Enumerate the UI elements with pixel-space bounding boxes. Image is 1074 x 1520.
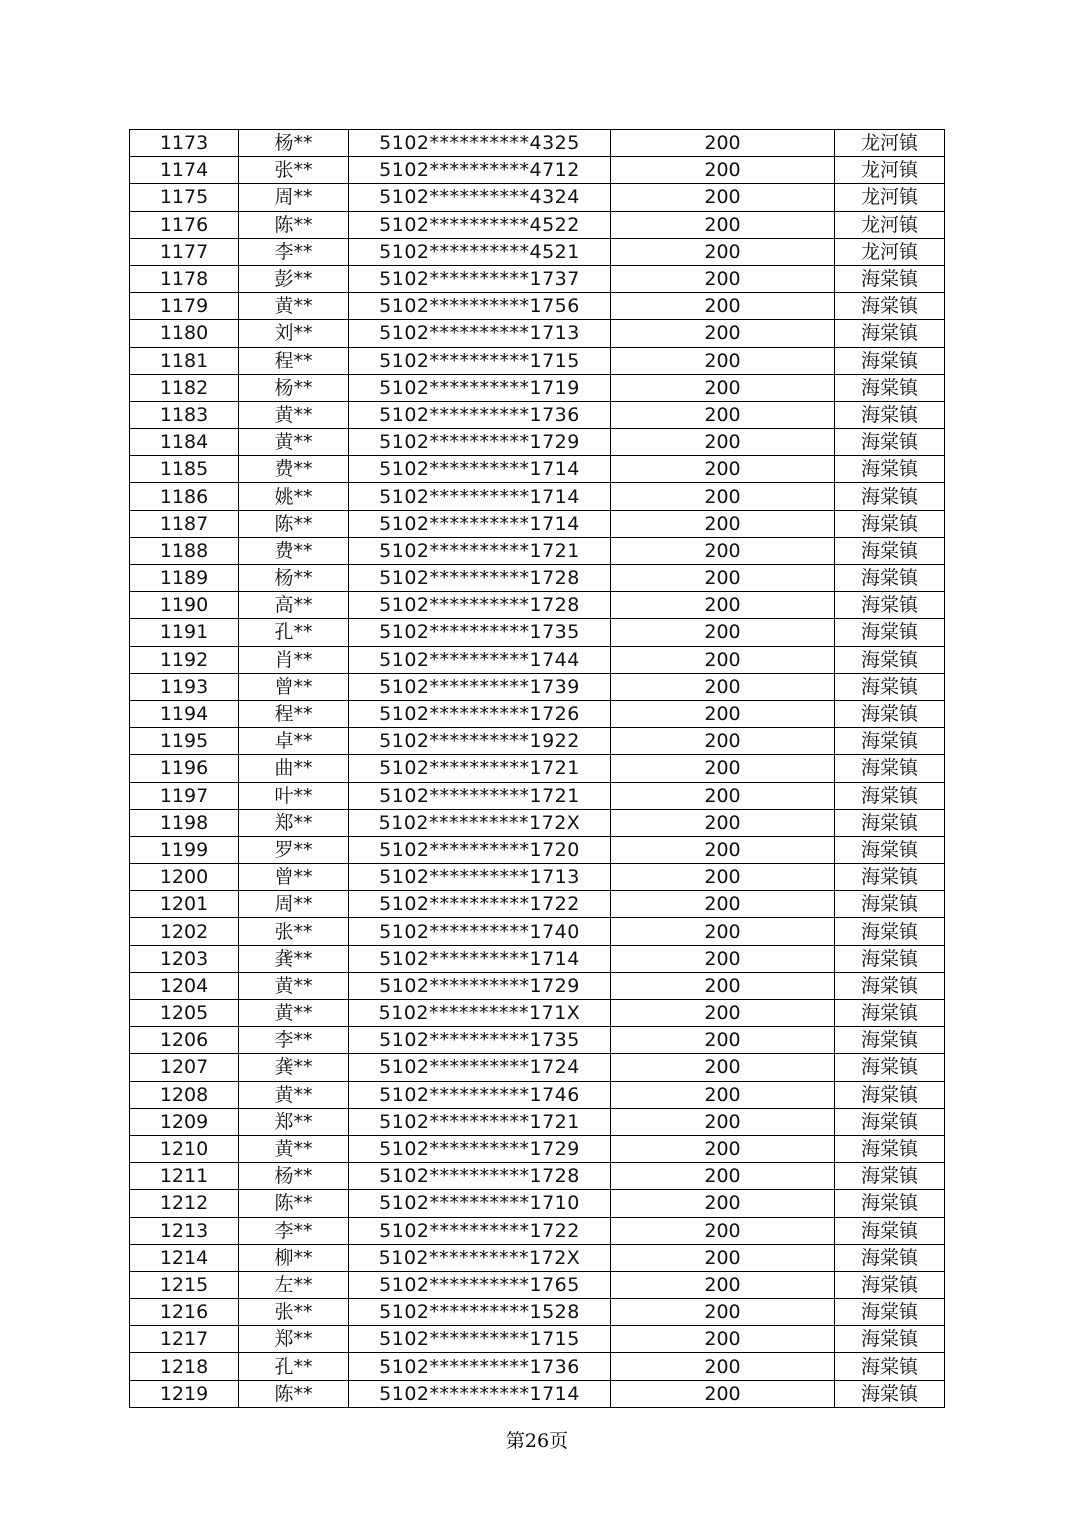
row-number-cell: 1200 (130, 864, 239, 891)
town-cell: 龙河镇 (835, 238, 945, 265)
row-number-cell: 1173 (130, 130, 239, 157)
name-cell: 程** (239, 700, 349, 727)
town-cell: 龙河镇 (835, 157, 945, 184)
id-number-cell: 5102**********1714 (349, 483, 611, 510)
id-number-cell: 5102**********1735 (349, 619, 611, 646)
amount-cell: 200 (611, 293, 835, 320)
id-number-cell: 5102**********1729 (349, 429, 611, 456)
amount-cell: 200 (611, 1326, 835, 1353)
table-row (130, 1135, 945, 1162)
row-number-cell: 1199 (130, 836, 239, 863)
name-cell: 孔** (239, 1353, 349, 1380)
amount-cell: 200 (611, 1244, 835, 1271)
row-number-cell: 1210 (130, 1135, 239, 1162)
name-cell: 郑** (239, 1326, 349, 1353)
id-number-cell: 5102**********172X (349, 1244, 611, 1271)
id-number-cell: 5102**********1724 (349, 1054, 611, 1081)
row-number-cell: 1191 (130, 619, 239, 646)
table-row (130, 184, 945, 211)
town-cell: 海棠镇 (835, 483, 945, 510)
town-cell: 海棠镇 (835, 918, 945, 945)
id-number-cell: 5102**********1714 (349, 945, 611, 972)
table-row (130, 537, 945, 564)
town-cell: 海棠镇 (835, 537, 945, 564)
amount-cell: 200 (611, 347, 835, 374)
table-row (130, 619, 945, 646)
id-number-cell: 5102**********171X (349, 1000, 611, 1027)
town-cell: 海棠镇 (835, 1135, 945, 1162)
amount-cell: 200 (611, 238, 835, 265)
row-number-cell: 1179 (130, 293, 239, 320)
table-row (130, 809, 945, 836)
id-number-cell: 5102**********1746 (349, 1081, 611, 1108)
name-cell: 柳** (239, 1244, 349, 1271)
town-cell: 海棠镇 (835, 864, 945, 891)
name-cell: 罗** (239, 836, 349, 863)
name-cell: 黄** (239, 1000, 349, 1027)
table-row (130, 483, 945, 510)
table-row (130, 429, 945, 456)
name-cell: 张** (239, 157, 349, 184)
row-number-cell: 1196 (130, 755, 239, 782)
amount-cell: 200 (611, 130, 835, 157)
name-cell: 高** (239, 592, 349, 619)
name-cell: 陈** (239, 1190, 349, 1217)
town-cell: 海棠镇 (835, 265, 945, 292)
amount-cell: 200 (611, 1135, 835, 1162)
town-cell: 海棠镇 (835, 429, 945, 456)
row-number-cell: 1187 (130, 510, 239, 537)
name-cell: 卓** (239, 728, 349, 755)
town-cell: 龙河镇 (835, 211, 945, 238)
town-cell: 龙河镇 (835, 184, 945, 211)
table-row (130, 728, 945, 755)
table-row (130, 1244, 945, 1271)
amount-cell: 200 (611, 1271, 835, 1298)
town-cell: 海棠镇 (835, 673, 945, 700)
table-row (130, 1271, 945, 1298)
id-number-cell: 5102**********1722 (349, 891, 611, 918)
amount-cell: 200 (611, 184, 835, 211)
amount-cell: 200 (611, 565, 835, 592)
amount-cell: 200 (611, 918, 835, 945)
id-number-cell: 5102**********1728 (349, 1163, 611, 1190)
table-row (130, 157, 945, 184)
id-number-cell: 5102**********1721 (349, 537, 611, 564)
id-number-cell: 5102**********1728 (349, 565, 611, 592)
id-number-cell: 5102**********4324 (349, 184, 611, 211)
id-number-cell: 5102**********1722 (349, 1217, 611, 1244)
table-row (130, 700, 945, 727)
table-row (130, 945, 945, 972)
amount-cell: 200 (611, 782, 835, 809)
amount-cell: 200 (611, 1108, 835, 1135)
amount-cell: 200 (611, 320, 835, 347)
town-cell: 海棠镇 (835, 456, 945, 483)
row-number-cell: 1211 (130, 1163, 239, 1190)
town-cell: 海棠镇 (835, 1299, 945, 1326)
name-cell: 龚** (239, 945, 349, 972)
id-number-cell: 5102**********172X (349, 809, 611, 836)
amount-cell: 200 (611, 401, 835, 428)
id-number-cell: 5102**********1739 (349, 673, 611, 700)
amount-cell: 200 (611, 157, 835, 184)
town-cell: 海棠镇 (835, 728, 945, 755)
row-number-cell: 1182 (130, 374, 239, 401)
name-cell: 费** (239, 456, 349, 483)
name-cell: 陈** (239, 1380, 349, 1407)
amount-cell: 200 (611, 755, 835, 782)
town-cell: 海棠镇 (835, 1326, 945, 1353)
table-row (130, 211, 945, 238)
table-row (130, 1299, 945, 1326)
row-number-cell: 1204 (130, 972, 239, 999)
name-cell: 李** (239, 238, 349, 265)
name-cell: 肖** (239, 646, 349, 673)
amount-cell: 200 (611, 1299, 835, 1326)
amount-cell: 200 (611, 265, 835, 292)
town-cell: 海棠镇 (835, 510, 945, 537)
row-number-cell: 1190 (130, 592, 239, 619)
id-number-cell: 5102**********1736 (349, 1353, 611, 1380)
table-row (130, 1353, 945, 1380)
table-row (130, 130, 945, 157)
town-cell: 海棠镇 (835, 592, 945, 619)
table-row (130, 320, 945, 347)
town-cell: 海棠镇 (835, 782, 945, 809)
id-number-cell: 5102**********1721 (349, 782, 611, 809)
row-number-cell: 1208 (130, 1081, 239, 1108)
row-number-cell: 1185 (130, 456, 239, 483)
table-row (130, 510, 945, 537)
amount-cell: 200 (611, 972, 835, 999)
name-cell: 杨** (239, 565, 349, 592)
table-row (130, 918, 945, 945)
row-number-cell: 1193 (130, 673, 239, 700)
table-row (130, 646, 945, 673)
name-cell: 周** (239, 184, 349, 211)
town-cell: 海棠镇 (835, 1054, 945, 1081)
table-row (130, 456, 945, 483)
amount-cell: 200 (611, 374, 835, 401)
id-number-cell: 5102**********1765 (349, 1271, 611, 1298)
table-row (130, 565, 945, 592)
amount-cell: 200 (611, 945, 835, 972)
id-number-cell: 5102**********1740 (349, 918, 611, 945)
row-number-cell: 1202 (130, 918, 239, 945)
table-row (130, 1163, 945, 1190)
table-row (130, 293, 945, 320)
town-cell: 海棠镇 (835, 374, 945, 401)
town-cell: 海棠镇 (835, 1271, 945, 1298)
amount-cell: 200 (611, 1380, 835, 1407)
name-cell: 彭** (239, 265, 349, 292)
town-cell: 海棠镇 (835, 1217, 945, 1244)
id-number-cell: 5102**********1715 (349, 347, 611, 374)
amount-cell: 200 (611, 1081, 835, 1108)
amount-cell: 200 (611, 1054, 835, 1081)
row-number-cell: 1177 (130, 238, 239, 265)
name-cell: 曾** (239, 673, 349, 700)
table-row (130, 265, 945, 292)
table-row (130, 347, 945, 374)
amount-cell: 200 (611, 728, 835, 755)
amount-cell: 200 (611, 891, 835, 918)
name-cell: 张** (239, 918, 349, 945)
row-number-cell: 1184 (130, 429, 239, 456)
amount-cell: 200 (611, 1217, 835, 1244)
row-number-cell: 1194 (130, 700, 239, 727)
row-number-cell: 1207 (130, 1054, 239, 1081)
amount-cell: 200 (611, 646, 835, 673)
name-cell: 孔** (239, 619, 349, 646)
id-number-cell: 5102**********1713 (349, 320, 611, 347)
row-number-cell: 1192 (130, 646, 239, 673)
id-number-cell: 5102**********4522 (349, 211, 611, 238)
name-cell: 黄** (239, 401, 349, 428)
table-row (130, 401, 945, 428)
row-number-cell: 1218 (130, 1353, 239, 1380)
id-number-cell: 5102**********1735 (349, 1027, 611, 1054)
town-cell: 海棠镇 (835, 1000, 945, 1027)
row-number-cell: 1212 (130, 1190, 239, 1217)
row-number-cell: 1189 (130, 565, 239, 592)
name-cell: 李** (239, 1217, 349, 1244)
town-cell: 海棠镇 (835, 401, 945, 428)
table-row (130, 592, 945, 619)
town-cell: 海棠镇 (835, 945, 945, 972)
id-number-cell: 5102**********1713 (349, 864, 611, 891)
row-number-cell: 1198 (130, 809, 239, 836)
name-cell: 程** (239, 347, 349, 374)
row-number-cell: 1186 (130, 483, 239, 510)
name-cell: 黄** (239, 293, 349, 320)
amount-cell: 200 (611, 809, 835, 836)
id-number-cell: 5102**********1710 (349, 1190, 611, 1217)
row-number-cell: 1175 (130, 184, 239, 211)
table-row (130, 1190, 945, 1217)
id-number-cell: 5102**********4521 (349, 238, 611, 265)
id-number-cell: 5102**********4325 (349, 130, 611, 157)
row-number-cell: 1197 (130, 782, 239, 809)
amount-cell: 200 (611, 836, 835, 863)
row-number-cell: 1213 (130, 1217, 239, 1244)
town-cell: 海棠镇 (835, 1108, 945, 1135)
town-cell: 海棠镇 (835, 320, 945, 347)
town-cell: 海棠镇 (835, 293, 945, 320)
town-cell: 海棠镇 (835, 1081, 945, 1108)
subsidy-roster-table (129, 129, 945, 1408)
id-number-cell: 5102**********1737 (349, 265, 611, 292)
town-cell: 海棠镇 (835, 1244, 945, 1271)
row-number-cell: 1206 (130, 1027, 239, 1054)
table-row (130, 673, 945, 700)
town-cell: 海棠镇 (835, 836, 945, 863)
town-cell: 海棠镇 (835, 1190, 945, 1217)
name-cell: 龚** (239, 1054, 349, 1081)
name-cell: 姚** (239, 483, 349, 510)
town-cell: 海棠镇 (835, 972, 945, 999)
town-cell: 海棠镇 (835, 619, 945, 646)
id-number-cell: 5102**********1719 (349, 374, 611, 401)
table-row (130, 755, 945, 782)
page-number: 第26页 (505, 1430, 569, 1452)
name-cell: 郑** (239, 1108, 349, 1135)
town-cell: 海棠镇 (835, 646, 945, 673)
name-cell: 郑** (239, 809, 349, 836)
row-number-cell: 1209 (130, 1108, 239, 1135)
row-number-cell: 1176 (130, 211, 239, 238)
row-number-cell: 1205 (130, 1000, 239, 1027)
table-row (130, 1027, 945, 1054)
name-cell: 杨** (239, 1163, 349, 1190)
amount-cell: 200 (611, 592, 835, 619)
table-row (130, 1217, 945, 1244)
town-cell: 海棠镇 (835, 565, 945, 592)
name-cell: 杨** (239, 130, 349, 157)
id-number-cell: 5102**********1728 (349, 592, 611, 619)
id-number-cell: 5102**********1714 (349, 510, 611, 537)
row-number-cell: 1219 (130, 1380, 239, 1407)
name-cell: 费** (239, 537, 349, 564)
name-cell: 曾** (239, 864, 349, 891)
id-number-cell: 5102**********1714 (349, 456, 611, 483)
table-row (130, 1054, 945, 1081)
table-body (130, 130, 945, 1408)
name-cell: 黄** (239, 972, 349, 999)
amount-cell: 200 (611, 1353, 835, 1380)
name-cell: 黄** (239, 429, 349, 456)
id-number-cell: 5102**********1528 (349, 1299, 611, 1326)
town-cell: 海棠镇 (835, 347, 945, 374)
id-number-cell: 5102**********1715 (349, 1326, 611, 1353)
amount-cell: 200 (611, 1190, 835, 1217)
amount-cell: 200 (611, 429, 835, 456)
id-number-cell: 5102**********1721 (349, 1108, 611, 1135)
row-number-cell: 1217 (130, 1326, 239, 1353)
amount-cell: 200 (611, 1000, 835, 1027)
amount-cell: 200 (611, 510, 835, 537)
name-cell: 叶** (239, 782, 349, 809)
table-row (130, 836, 945, 863)
row-number-cell: 1180 (130, 320, 239, 347)
town-cell: 海棠镇 (835, 755, 945, 782)
id-number-cell: 5102**********1756 (349, 293, 611, 320)
id-number-cell: 5102**********1714 (349, 1380, 611, 1407)
row-number-cell: 1214 (130, 1244, 239, 1271)
amount-cell: 200 (611, 673, 835, 700)
name-cell: 杨** (239, 374, 349, 401)
id-number-cell: 5102**********1729 (349, 1135, 611, 1162)
table-row (130, 1108, 945, 1135)
id-number-cell: 5102**********1726 (349, 700, 611, 727)
name-cell: 李** (239, 1027, 349, 1054)
row-number-cell: 1181 (130, 347, 239, 374)
row-number-cell: 1215 (130, 1271, 239, 1298)
id-number-cell: 5102**********1720 (349, 836, 611, 863)
table-row (130, 1000, 945, 1027)
amount-cell: 200 (611, 864, 835, 891)
table-row (130, 972, 945, 999)
town-cell: 海棠镇 (835, 809, 945, 836)
amount-cell: 200 (611, 1163, 835, 1190)
amount-cell: 200 (611, 700, 835, 727)
row-number-cell: 1203 (130, 945, 239, 972)
amount-cell: 200 (611, 619, 835, 646)
row-number-cell: 1174 (130, 157, 239, 184)
table-row (130, 891, 945, 918)
row-number-cell: 1178 (130, 265, 239, 292)
name-cell: 曲** (239, 755, 349, 782)
id-number-cell: 5102**********1721 (349, 755, 611, 782)
name-cell: 周** (239, 891, 349, 918)
id-number-cell: 5102**********1922 (349, 728, 611, 755)
town-cell: 海棠镇 (835, 1353, 945, 1380)
table-row (130, 238, 945, 265)
name-cell: 陈** (239, 510, 349, 537)
town-cell: 海棠镇 (835, 891, 945, 918)
table-row (130, 1380, 945, 1407)
table-row (130, 374, 945, 401)
amount-cell: 200 (611, 456, 835, 483)
row-number-cell: 1183 (130, 401, 239, 428)
table-row (130, 782, 945, 809)
town-cell: 海棠镇 (835, 1027, 945, 1054)
table-row (130, 1081, 945, 1108)
table-row (130, 864, 945, 891)
town-cell: 海棠镇 (835, 1163, 945, 1190)
amount-cell: 200 (611, 483, 835, 510)
name-cell: 左** (239, 1271, 349, 1298)
town-cell: 海棠镇 (835, 700, 945, 727)
town-cell: 海棠镇 (835, 1380, 945, 1407)
name-cell: 陈** (239, 211, 349, 238)
id-number-cell: 5102**********4712 (349, 157, 611, 184)
amount-cell: 200 (611, 1027, 835, 1054)
name-cell: 刘** (239, 320, 349, 347)
amount-cell: 200 (611, 537, 835, 564)
row-number-cell: 1201 (130, 891, 239, 918)
id-number-cell: 5102**********1736 (349, 401, 611, 428)
row-number-cell: 1188 (130, 537, 239, 564)
town-cell: 龙河镇 (835, 130, 945, 157)
row-number-cell: 1195 (130, 728, 239, 755)
name-cell: 黄** (239, 1081, 349, 1108)
row-number-cell: 1216 (130, 1299, 239, 1326)
id-number-cell: 5102**********1729 (349, 972, 611, 999)
name-cell: 黄** (239, 1135, 349, 1162)
amount-cell: 200 (611, 211, 835, 238)
table-row (130, 1326, 945, 1353)
id-number-cell: 5102**********1744 (349, 646, 611, 673)
name-cell: 张** (239, 1299, 349, 1326)
